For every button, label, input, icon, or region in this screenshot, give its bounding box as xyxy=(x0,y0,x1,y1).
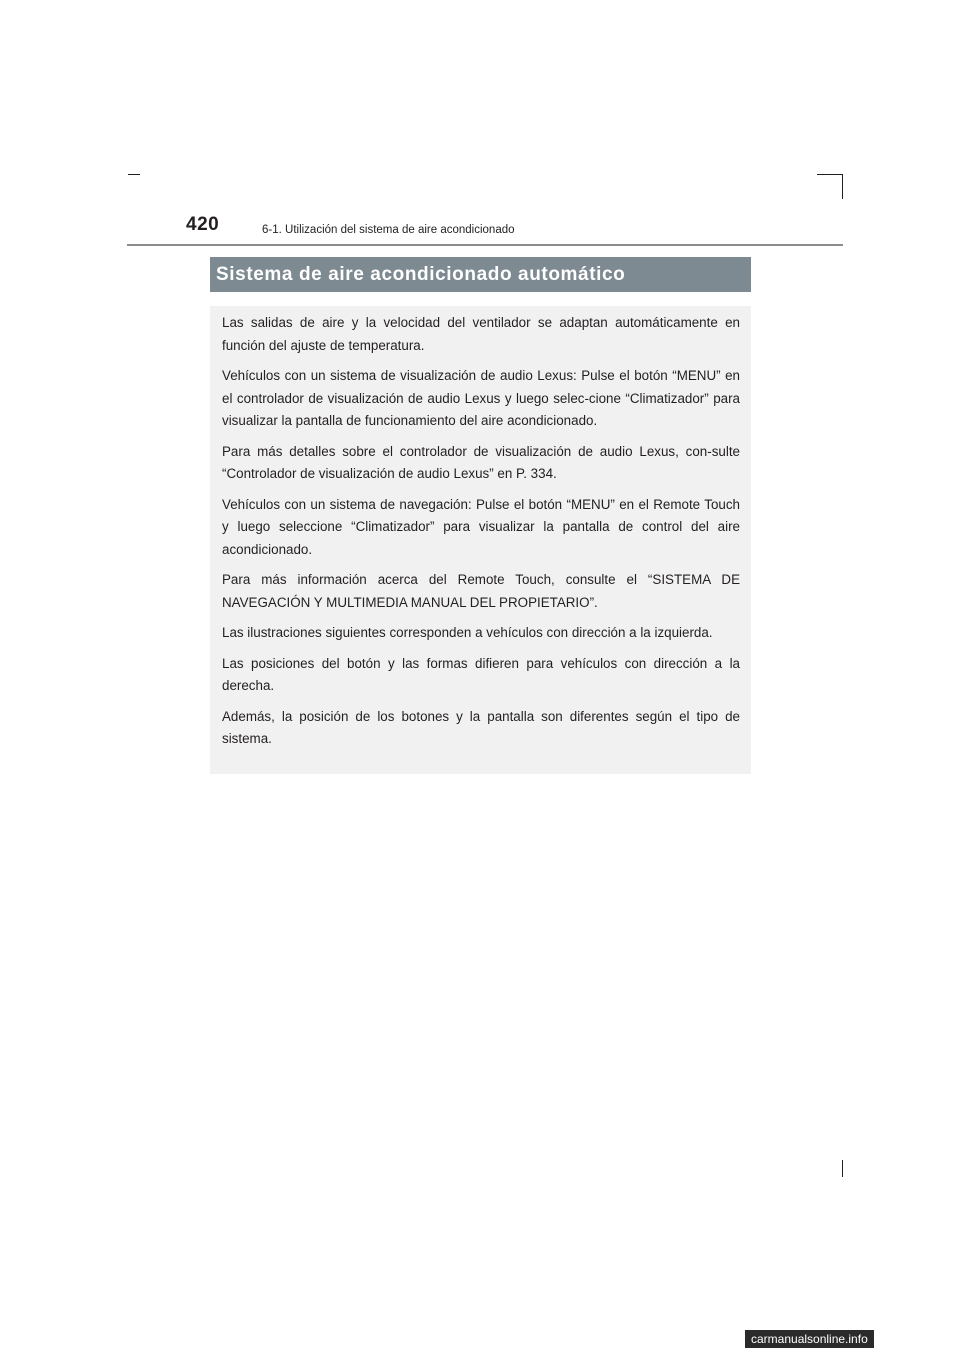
crop-mark-top-right-vertical xyxy=(842,174,843,199)
running-head: 6-1. Utilización del sistema de aire acondicionado xyxy=(262,224,515,236)
crop-mark-top-left xyxy=(128,174,140,175)
header-rule xyxy=(127,244,843,246)
info-paragraph: Las salidas de aire y la velocidad del ventilador se adaptan automáticamente en función del ajuste de temperatura. xyxy=(222,315,740,353)
section-title: Sistema de aire acondicionado automático xyxy=(210,257,751,292)
info-paragraph: Las posiciones del botón y las formas difieren para vehículos con dirección a la derecha. xyxy=(222,655,740,693)
info-paragraph: Para más detalles sobre el controlador de visualización de audio Lexus, con-sulte “Controlador de visualización de audio Lexus” en P. 334. xyxy=(222,443,740,481)
crop-mark-top-right-horizontal xyxy=(817,174,843,175)
info-paragraph: Para más información acerca del Remote Touch, consulte el “SISTEMA DE NAVEGACIÓN Y MULTIMEDIA MANUAL DEL PROPIETARIO”. xyxy=(222,572,740,610)
crop-mark-bottom-right-vertical xyxy=(842,1160,843,1177)
info-paragraph: Además, la posición de los botones y la pantalla son diferentes según el tipo de sistema. xyxy=(222,708,740,746)
info-paragraph: Las ilustraciones siguientes corresponden a vehículos con dirección a la izquierda. xyxy=(222,625,713,640)
watermark: carmanualsonline.info xyxy=(745,1330,874,1348)
info-paragraph: Vehículos con un sistema de navegación: Pulse el botón “MENU” en el Remote Touch y luego seleccione “Climatizador” para visualizar la pantalla de control del aire acondicionado. xyxy=(222,496,740,557)
info-box xyxy=(210,306,751,774)
info-paragraph: Vehículos con un sistema de visualización de audio Lexus: Pulse el botón “MENU” en el controlador de visualización de audio Lexus y luego selec-cione “Climatizador” para visualizar la pantalla de funcionamiento del aire acondicionado. xyxy=(222,368,740,428)
page-number: 420 xyxy=(186,214,220,235)
